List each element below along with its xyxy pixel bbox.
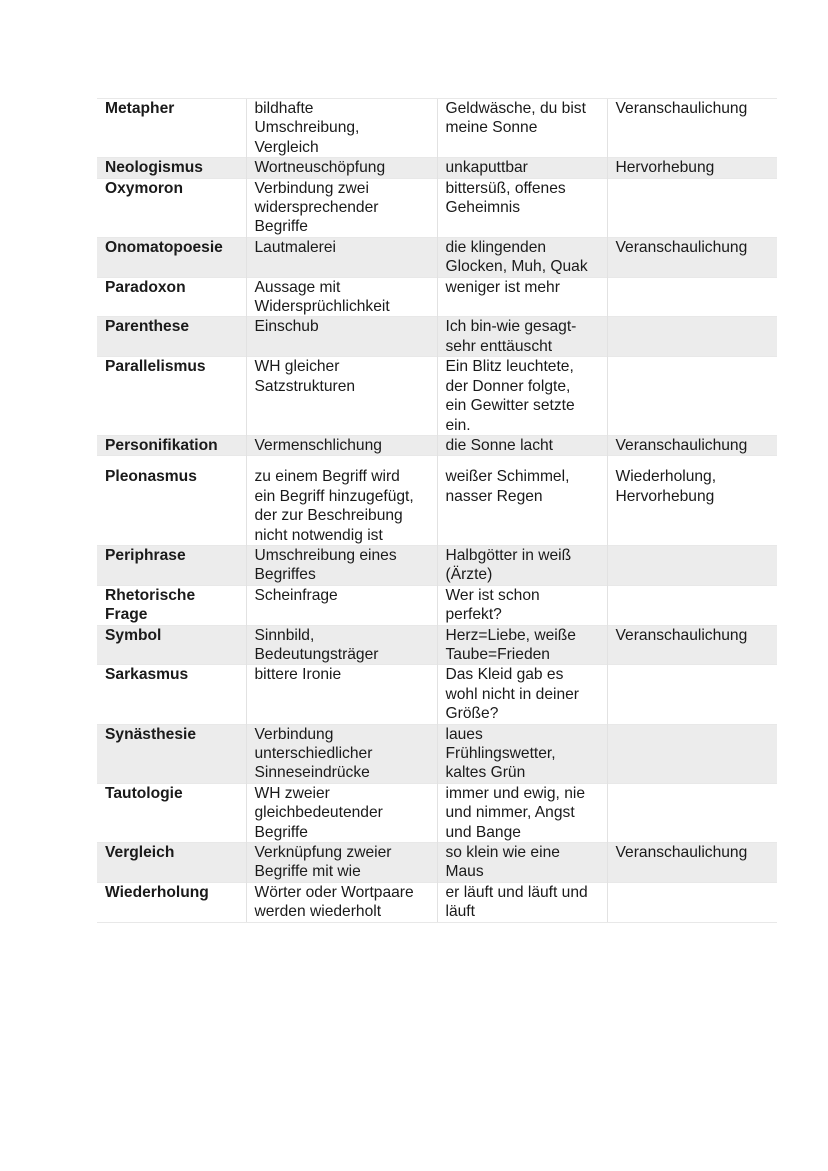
- definition-cell: Wortneuschöpfung: [246, 158, 437, 178]
- definition-cell: Verbindung zwei widersprechender Begriffe: [246, 178, 437, 237]
- table-row: [97, 158, 777, 178]
- table-row: [97, 237, 777, 277]
- example-cell: laues Frühlingswetter, kaltes Grün: [437, 724, 607, 783]
- term-cell: Paradoxon: [97, 277, 246, 317]
- example-cell: Herz=Liebe, weiße Taube=Frieden: [437, 625, 607, 665]
- effect-cell: Hervorhebung: [607, 158, 777, 178]
- table-row: [97, 277, 777, 317]
- definition-cell: Vermenschlichung: [246, 435, 437, 455]
- example-cell: weißer Schimmel, nasser Regen: [437, 456, 607, 546]
- example-cell: bittersüß, offenes Geheimnis: [437, 178, 607, 237]
- term-cell: Synästhesie: [97, 724, 246, 783]
- definition-cell: Verbindung unterschiedlicher Sinneseindrücke: [246, 724, 437, 783]
- effect-cell: Wiederholung, Hervorhebung: [607, 456, 777, 546]
- term-cell: Rhetorische Frage: [97, 585, 246, 625]
- table-row: [97, 178, 777, 237]
- example-cell: die Sonne lacht: [437, 435, 607, 455]
- effect-cell: [607, 178, 777, 237]
- table-row: [97, 843, 777, 883]
- effect-cell: Veranschaulichung: [607, 625, 777, 665]
- effect-cell: [607, 277, 777, 317]
- definition-cell: bittere Ironie: [246, 665, 437, 724]
- example-cell: weniger ist mehr: [437, 277, 607, 317]
- term-cell: Pleonasmus: [97, 456, 246, 546]
- effect-cell: Veranschaulichung: [607, 99, 777, 158]
- effect-cell: [607, 545, 777, 585]
- example-cell: unkaputtbar: [437, 158, 607, 178]
- table-row: [97, 783, 777, 842]
- table-row: [97, 456, 777, 546]
- effect-cell: Veranschaulichung: [607, 843, 777, 883]
- effect-cell: [607, 783, 777, 842]
- definition-cell: WH zweier gleichbedeutender Begriffe: [246, 783, 437, 842]
- example-cell: Ich bin-wie gesagt- sehr enttäuscht: [437, 317, 607, 357]
- term-cell: Sarkasmus: [97, 665, 246, 724]
- effect-cell: [607, 357, 777, 436]
- term-cell: Vergleich: [97, 843, 246, 883]
- term-cell: Metapher: [97, 99, 246, 158]
- example-cell: er läuft und läuft und läuft: [437, 882, 607, 922]
- term-cell: Periphrase: [97, 545, 246, 585]
- table-row: [97, 882, 777, 922]
- example-cell: Das Kleid gab es wohl nicht in deiner Größe?: [437, 665, 607, 724]
- definition-cell: Umschreibung eines Begriffes: [246, 545, 437, 585]
- table-row: [97, 585, 777, 625]
- term-cell: Symbol: [97, 625, 246, 665]
- term-cell: Wiederholung: [97, 882, 246, 922]
- term-cell: Parenthese: [97, 317, 246, 357]
- definition-cell: Wörter oder Wortpaare werden wiederholt: [246, 882, 437, 922]
- term-cell: Oxymoron: [97, 178, 246, 237]
- example-cell: Geldwäsche, du bist meine Sonne: [437, 99, 607, 158]
- definition-cell: bildhafte Umschreibung, Vergleich: [246, 99, 437, 158]
- effect-cell: [607, 882, 777, 922]
- definition-cell: Verknüpfung zweier Begriffe mit wie: [246, 843, 437, 883]
- definition-cell: Einschub: [246, 317, 437, 357]
- table-row: [97, 357, 777, 436]
- effect-cell: [607, 724, 777, 783]
- table-row: [97, 99, 777, 158]
- definition-cell: Sinnbild, Bedeutungsträger: [246, 625, 437, 665]
- term-cell: Neologismus: [97, 158, 246, 178]
- example-cell: Halbgötter in weiß (Ärzte): [437, 545, 607, 585]
- definition-cell: Aussage mit Widersprüchlichkeit: [246, 277, 437, 317]
- example-cell: die klingenden Glocken, Muh, Quak: [437, 237, 607, 277]
- table-row: [97, 724, 777, 783]
- example-cell: so klein wie eine Maus: [437, 843, 607, 883]
- effect-cell: [607, 665, 777, 724]
- term-cell: Parallelismus: [97, 357, 246, 436]
- term-cell: Tautologie: [97, 783, 246, 842]
- definition-cell: zu einem Begriff wird ein Begriff hinzugefügt, der zur Beschreibung nicht notwendig ist: [246, 456, 437, 546]
- table-row: [97, 545, 777, 585]
- term-cell: Onomatopoesie: [97, 237, 246, 277]
- definition-cell: Scheinfrage: [246, 585, 437, 625]
- table-row: [97, 435, 777, 455]
- table-row: [97, 625, 777, 665]
- effect-cell: [607, 585, 777, 625]
- definition-cell: Lautmalerei: [246, 237, 437, 277]
- effect-cell: Veranschaulichung: [607, 435, 777, 455]
- example-cell: immer und ewig, nie und nimmer, Angst und Bange: [437, 783, 607, 842]
- stylistic-devices-table: [97, 98, 777, 923]
- effect-cell: [607, 317, 777, 357]
- definition-cell: WH gleicher Satzstrukturen: [246, 357, 437, 436]
- example-cell: Ein Blitz leuchtete, der Donner folgte, ein Gewitter setzte ein.: [437, 357, 607, 436]
- effect-cell: Veranschaulichung: [607, 237, 777, 277]
- term-cell: Personifikation: [97, 435, 246, 455]
- table-row: [97, 317, 777, 357]
- table-row: [97, 665, 777, 724]
- example-cell: Wer ist schon perfekt?: [437, 585, 607, 625]
